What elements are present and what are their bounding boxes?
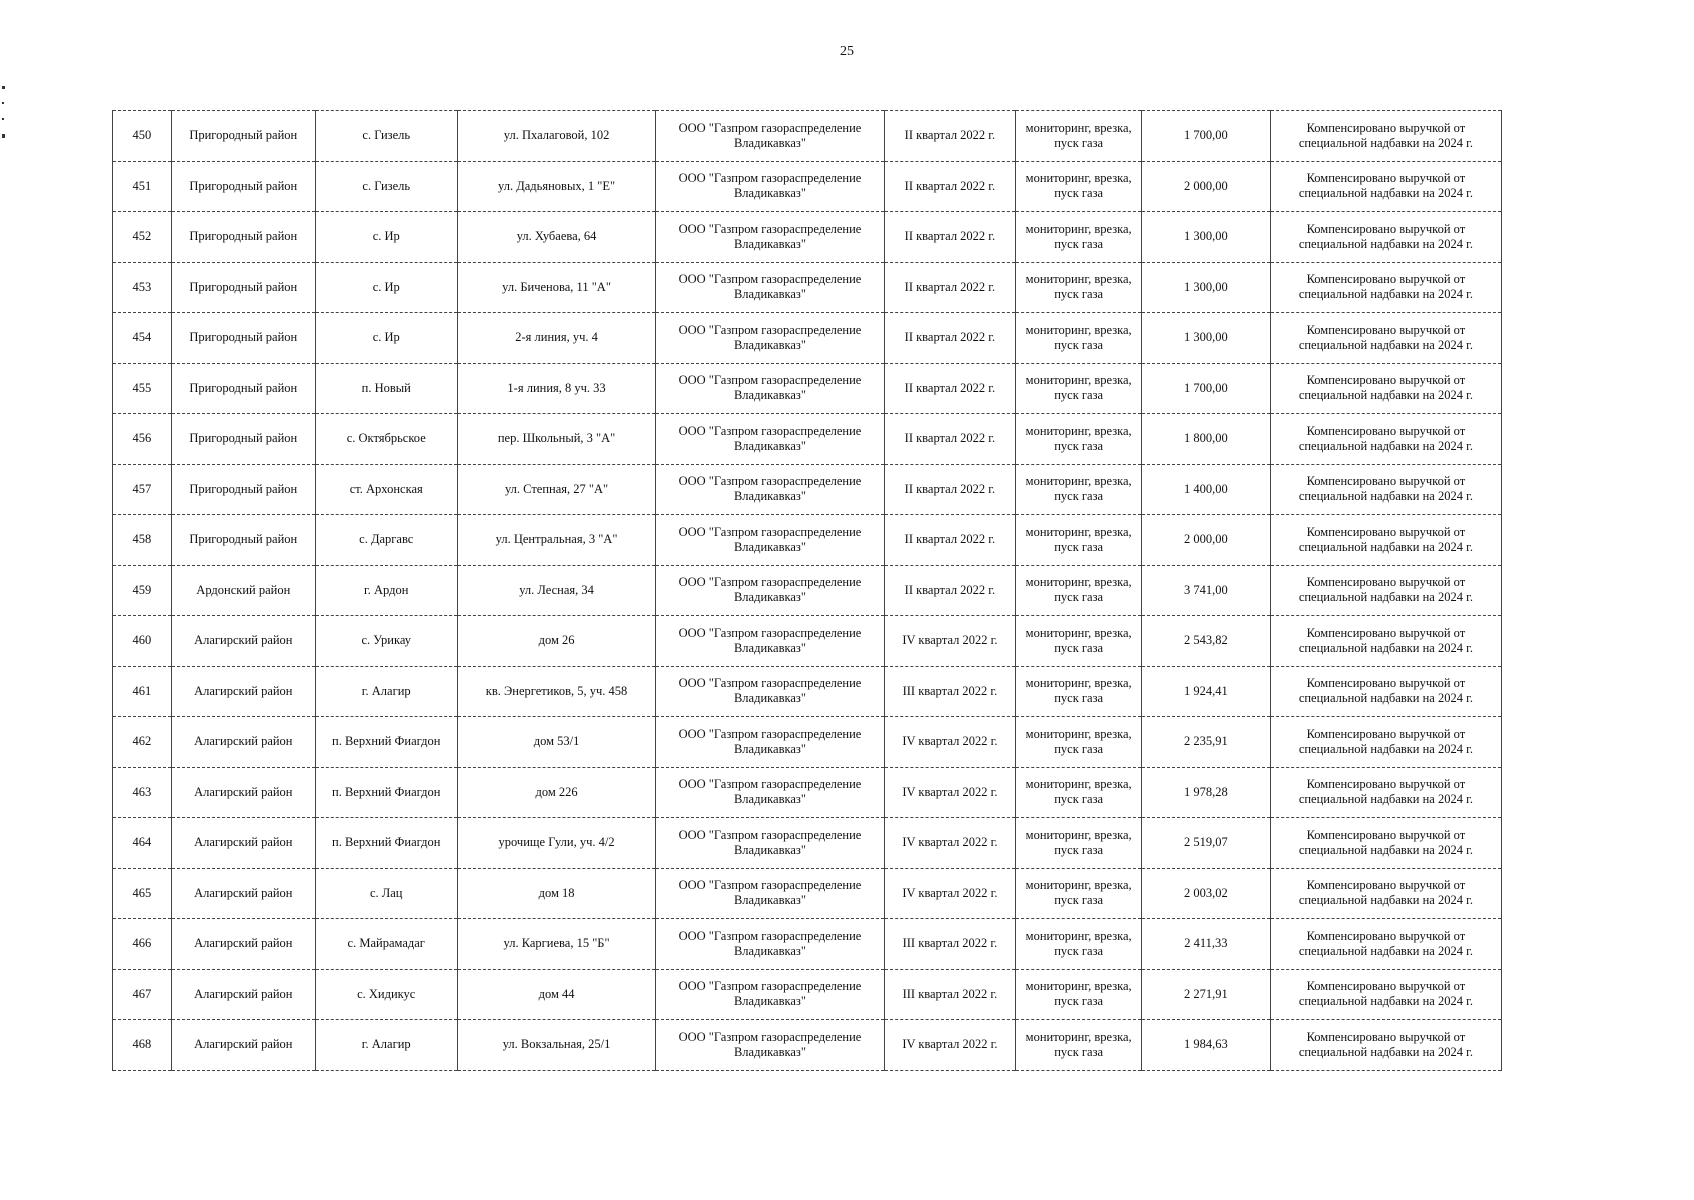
table-row (113, 666, 1502, 717)
amount-cell: 3 741,00 (1142, 565, 1271, 616)
locality-cell: п. Верхний Фиагдон (315, 767, 457, 818)
locality-cell: с. Урикау (315, 616, 457, 667)
period-cell: II квартал 2022 г. (884, 111, 1016, 162)
table-row (113, 1020, 1502, 1071)
note-cell: Компенсировано выручкой от специальной надбавки на 2024 г. (1270, 161, 1501, 212)
row-number-cell: 457 (113, 464, 172, 515)
row-number-cell: 452 (113, 212, 172, 263)
records-table-container (112, 110, 1502, 1071)
district-cell: Ардонский район (171, 565, 315, 616)
period-cell: IV квартал 2022 г. (884, 616, 1016, 667)
address-cell: ул. Хубаева, 64 (457, 212, 656, 263)
note-cell: Компенсировано выручкой от специальной надбавки на 2024 г. (1270, 616, 1501, 667)
work-type-cell: мониторинг, врезка, пуск газа (1016, 616, 1142, 667)
locality-cell: п. Верхний Фиагдон (315, 717, 457, 768)
row-number-cell: 464 (113, 818, 172, 869)
district-cell: Алагирский район (171, 868, 315, 919)
locality-cell: с. Лац (315, 868, 457, 919)
address-cell: ул. Дадьяновых, 1 "Е" (457, 161, 656, 212)
period-cell: IV квартал 2022 г. (884, 1020, 1016, 1071)
work-type-cell: мониторинг, врезка, пуск газа (1016, 111, 1142, 162)
work-type-cell: мониторинг, врезка, пуск газа (1016, 767, 1142, 818)
address-cell: урочище Гули, уч. 4/2 (457, 818, 656, 869)
note-cell: Компенсировано выручкой от специальной надбавки на 2024 г. (1270, 313, 1501, 364)
amount-cell: 2 271,91 (1142, 969, 1271, 1020)
row-number-cell: 467 (113, 969, 172, 1020)
note-cell: Компенсировано выручкой от специальной надбавки на 2024 г. (1270, 666, 1501, 717)
district-cell: Алагирский район (171, 666, 315, 717)
work-type-cell: мониторинг, врезка, пуск газа (1016, 313, 1142, 364)
amount-cell: 1 400,00 (1142, 464, 1271, 515)
row-number-cell: 465 (113, 868, 172, 919)
district-cell: Алагирский район (171, 717, 315, 768)
table-row (113, 717, 1502, 768)
row-number-cell: 466 (113, 919, 172, 970)
organization-cell: ООО "Газпром газораспределение Владикавказ" (656, 666, 884, 717)
locality-cell: с. Хидикус (315, 969, 457, 1020)
period-cell: IV квартал 2022 г. (884, 868, 1016, 919)
locality-cell: с. Ир (315, 262, 457, 313)
page-number: 25 (840, 44, 854, 59)
organization-cell: ООО "Газпром газораспределение Владикавказ" (656, 1020, 884, 1071)
organization-cell: ООО "Газпром газораспределение Владикавказ" (656, 717, 884, 768)
note-cell: Компенсировано выручкой от специальной надбавки на 2024 г. (1270, 565, 1501, 616)
row-number-cell: 460 (113, 616, 172, 667)
organization-cell: ООО "Газпром газораспределение Владикавказ" (656, 313, 884, 364)
period-cell: IV квартал 2022 г. (884, 767, 1016, 818)
period-cell: II квартал 2022 г. (884, 363, 1016, 414)
address-cell: ул. Пхалаговой, 102 (457, 111, 656, 162)
table-row (113, 565, 1502, 616)
table-row (113, 868, 1502, 919)
period-cell: III квартал 2022 г. (884, 666, 1016, 717)
table-body (113, 111, 1502, 1071)
address-cell: дом 26 (457, 616, 656, 667)
scan-artifact (2, 134, 5, 138)
work-type-cell: мониторинг, врезка, пуск газа (1016, 464, 1142, 515)
row-number-cell: 462 (113, 717, 172, 768)
period-cell: IV квартал 2022 г. (884, 717, 1016, 768)
organization-cell: ООО "Газпром газораспределение Владикавказ" (656, 212, 884, 263)
note-cell: Компенсировано выручкой от специальной надбавки на 2024 г. (1270, 767, 1501, 818)
row-number-cell: 456 (113, 414, 172, 465)
row-number-cell: 454 (113, 313, 172, 364)
note-cell: Компенсировано выручкой от специальной надбавки на 2024 г. (1270, 212, 1501, 263)
work-type-cell: мониторинг, врезка, пуск газа (1016, 919, 1142, 970)
address-cell: ул. Лесная, 34 (457, 565, 656, 616)
amount-cell: 1 300,00 (1142, 313, 1271, 364)
table-row (113, 969, 1502, 1020)
note-cell: Компенсировано выручкой от специальной надбавки на 2024 г. (1270, 919, 1501, 970)
address-cell: дом 226 (457, 767, 656, 818)
scan-artifact (2, 118, 4, 120)
table-row (113, 161, 1502, 212)
locality-cell: г. Алагир (315, 666, 457, 717)
period-cell: II квартал 2022 г. (884, 515, 1016, 566)
locality-cell: ст. Архонская (315, 464, 457, 515)
work-type-cell: мониторинг, врезка, пуск газа (1016, 1020, 1142, 1071)
period-cell: II квартал 2022 г. (884, 565, 1016, 616)
organization-cell: ООО "Газпром газораспределение Владикавказ" (656, 969, 884, 1020)
period-cell: III квартал 2022 г. (884, 969, 1016, 1020)
amount-cell: 1 984,63 (1142, 1020, 1271, 1071)
organization-cell: ООО "Газпром газораспределение Владикавказ" (656, 515, 884, 566)
scan-artifact (2, 102, 4, 104)
district-cell: Пригородный район (171, 212, 315, 263)
row-number-cell: 459 (113, 565, 172, 616)
locality-cell: г. Ардон (315, 565, 457, 616)
amount-cell: 2 519,07 (1142, 818, 1271, 869)
organization-cell: ООО "Газпром газораспределение Владикавказ" (656, 262, 884, 313)
note-cell: Компенсировано выручкой от специальной надбавки на 2024 г. (1270, 717, 1501, 768)
district-cell: Алагирский район (171, 1020, 315, 1071)
locality-cell: с. Гизель (315, 161, 457, 212)
district-cell: Пригородный район (171, 161, 315, 212)
period-cell: II квартал 2022 г. (884, 161, 1016, 212)
amount-cell: 2 543,82 (1142, 616, 1271, 667)
period-cell: II квартал 2022 г. (884, 414, 1016, 465)
work-type-cell: мониторинг, врезка, пуск газа (1016, 666, 1142, 717)
locality-cell: с. Ир (315, 212, 457, 263)
period-cell: II квартал 2022 г. (884, 212, 1016, 263)
district-cell: Алагирский район (171, 616, 315, 667)
note-cell: Компенсировано выручкой от специальной надбавки на 2024 г. (1270, 868, 1501, 919)
amount-cell: 2 411,33 (1142, 919, 1271, 970)
table-row (113, 818, 1502, 869)
work-type-cell: мониторинг, врезка, пуск газа (1016, 868, 1142, 919)
district-cell: Пригородный район (171, 414, 315, 465)
row-number-cell: 455 (113, 363, 172, 414)
address-cell: кв. Энергетиков, 5, уч. 458 (457, 666, 656, 717)
organization-cell: ООО "Газпром газораспределение Владикавказ" (656, 868, 884, 919)
district-cell: Пригородный район (171, 262, 315, 313)
note-cell: Компенсировано выручкой от специальной надбавки на 2024 г. (1270, 969, 1501, 1020)
table-row (113, 616, 1502, 667)
organization-cell: ООО "Газпром газораспределение Владикавказ" (656, 919, 884, 970)
address-cell: ул. Степная, 27 "А" (457, 464, 656, 515)
table-row (113, 464, 1502, 515)
address-cell: ул. Биченова, 11 "А" (457, 262, 656, 313)
district-cell: Алагирский район (171, 919, 315, 970)
locality-cell: с. Даргавс (315, 515, 457, 566)
district-cell: Пригородный район (171, 464, 315, 515)
work-type-cell: мониторинг, врезка, пуск газа (1016, 565, 1142, 616)
table-row (113, 515, 1502, 566)
organization-cell: ООО "Газпром газораспределение Владикавказ" (656, 414, 884, 465)
period-cell: II квартал 2022 г. (884, 313, 1016, 364)
row-number-cell: 451 (113, 161, 172, 212)
address-cell: ул. Вокзальная, 25/1 (457, 1020, 656, 1071)
district-cell: Пригородный район (171, 313, 315, 364)
note-cell: Компенсировано выручкой от специальной надбавки на 2024 г. (1270, 414, 1501, 465)
table-row (113, 262, 1502, 313)
work-type-cell: мониторинг, врезка, пуск газа (1016, 262, 1142, 313)
address-cell: ул. Центральная, 3 "А" (457, 515, 656, 566)
records-table (112, 110, 1502, 1071)
district-cell: Пригородный район (171, 363, 315, 414)
work-type-cell: мониторинг, врезка, пуск газа (1016, 717, 1142, 768)
district-cell: Пригородный район (171, 111, 315, 162)
row-number-cell: 468 (113, 1020, 172, 1071)
note-cell: Компенсировано выручкой от специальной надбавки на 2024 г. (1270, 515, 1501, 566)
locality-cell: с. Гизель (315, 111, 457, 162)
period-cell: II квартал 2022 г. (884, 262, 1016, 313)
period-cell: II квартал 2022 г. (884, 464, 1016, 515)
table-row (113, 414, 1502, 465)
table-row (113, 363, 1502, 414)
address-cell: дом 53/1 (457, 717, 656, 768)
period-cell: III квартал 2022 г. (884, 919, 1016, 970)
work-type-cell: мониторинг, врезка, пуск газа (1016, 414, 1142, 465)
locality-cell: с. Ир (315, 313, 457, 364)
row-number-cell: 461 (113, 666, 172, 717)
note-cell: Компенсировано выручкой от специальной надбавки на 2024 г. (1270, 464, 1501, 515)
locality-cell: г. Алагир (315, 1020, 457, 1071)
amount-cell: 1 800,00 (1142, 414, 1271, 465)
amount-cell: 2 235,91 (1142, 717, 1271, 768)
note-cell: Компенсировано выручкой от специальной надбавки на 2024 г. (1270, 111, 1501, 162)
period-cell: IV квартал 2022 г. (884, 818, 1016, 869)
organization-cell: ООО "Газпром газораспределение Владикавказ" (656, 161, 884, 212)
table-row (113, 212, 1502, 263)
organization-cell: ООО "Газпром газораспределение Владикавказ" (656, 818, 884, 869)
row-number-cell: 453 (113, 262, 172, 313)
note-cell: Компенсировано выручкой от специальной надбавки на 2024 г. (1270, 363, 1501, 414)
work-type-cell: мониторинг, врезка, пуск газа (1016, 212, 1142, 263)
note-cell: Компенсировано выручкой от специальной надбавки на 2024 г. (1270, 262, 1501, 313)
address-cell: 2-я линия, уч. 4 (457, 313, 656, 364)
amount-cell: 2 000,00 (1142, 515, 1271, 566)
district-cell: Алагирский район (171, 767, 315, 818)
locality-cell: п. Новый (315, 363, 457, 414)
amount-cell: 2 000,00 (1142, 161, 1271, 212)
address-cell: ул. Каргиева, 15 "Б" (457, 919, 656, 970)
amount-cell: 1 300,00 (1142, 212, 1271, 263)
amount-cell: 1 924,41 (1142, 666, 1271, 717)
table-row (113, 767, 1502, 818)
note-cell: Компенсировано выручкой от специальной надбавки на 2024 г. (1270, 818, 1501, 869)
amount-cell: 1 300,00 (1142, 262, 1271, 313)
amount-cell: 2 003,02 (1142, 868, 1271, 919)
row-number-cell: 450 (113, 111, 172, 162)
work-type-cell: мониторинг, врезка, пуск газа (1016, 515, 1142, 566)
organization-cell: ООО "Газпром газораспределение Владикавказ" (656, 565, 884, 616)
district-cell: Пригородный район (171, 515, 315, 566)
address-cell: 1-я линия, 8 уч. 33 (457, 363, 656, 414)
amount-cell: 1 978,28 (1142, 767, 1271, 818)
row-number-cell: 463 (113, 767, 172, 818)
note-cell: Компенсировано выручкой от специальной надбавки на 2024 г. (1270, 1020, 1501, 1071)
work-type-cell: мониторинг, врезка, пуск газа (1016, 363, 1142, 414)
table-row (113, 111, 1502, 162)
address-cell: пер. Школьный, 3 "А" (457, 414, 656, 465)
locality-cell: п. Верхний Фиагдон (315, 818, 457, 869)
address-cell: дом 44 (457, 969, 656, 1020)
work-type-cell: мониторинг, врезка, пуск газа (1016, 818, 1142, 869)
organization-cell: ООО "Газпром газораспределение Владикавказ" (656, 464, 884, 515)
organization-cell: ООО "Газпром газораспределение Владикавказ" (656, 767, 884, 818)
district-cell: Алагирский район (171, 818, 315, 869)
locality-cell: с. Октябрьское (315, 414, 457, 465)
organization-cell: ООО "Газпром газораспределение Владикавказ" (656, 616, 884, 667)
table-row (113, 919, 1502, 970)
table-row (113, 313, 1502, 364)
organization-cell: ООО "Газпром газораспределение Владикавказ" (656, 111, 884, 162)
amount-cell: 1 700,00 (1142, 363, 1271, 414)
locality-cell: с. Майрамадаг (315, 919, 457, 970)
work-type-cell: мониторинг, врезка, пуск газа (1016, 969, 1142, 1020)
scan-artifact (2, 86, 5, 89)
row-number-cell: 458 (113, 515, 172, 566)
address-cell: дом 18 (457, 868, 656, 919)
amount-cell: 1 700,00 (1142, 111, 1271, 162)
district-cell: Алагирский район (171, 969, 315, 1020)
organization-cell: ООО "Газпром газораспределение Владикавказ" (656, 363, 884, 414)
work-type-cell: мониторинг, врезка, пуск газа (1016, 161, 1142, 212)
